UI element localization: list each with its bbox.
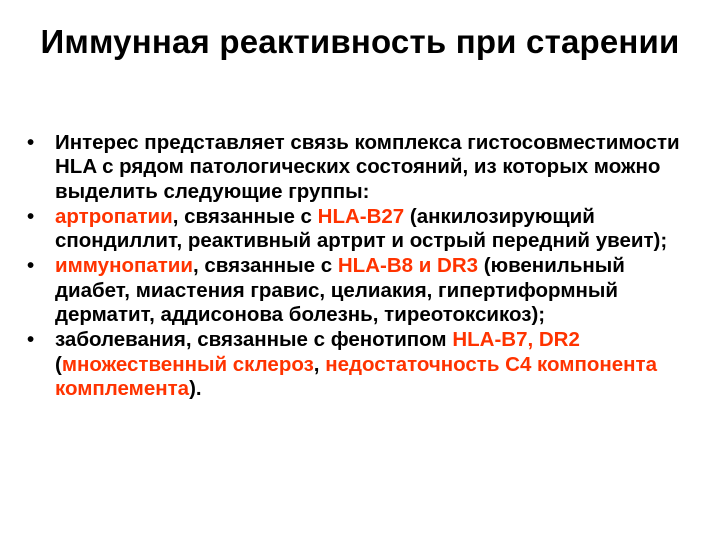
text-segment: , связанные с: [193, 254, 338, 278]
bullet-marker: •: [27, 328, 35, 352]
highlighted-term: HLA-B8 и DR3: [337, 254, 479, 278]
highlighted-term: недостаточность С4 компонента комплемента: [55, 352, 657, 400]
bullet-list: [22, 131, 702, 402]
highlighted-term: множественный склероз: [61, 352, 314, 376]
highlighted-term: HLA-B27: [317, 204, 405, 228]
bullet-item: [22, 205, 702, 254]
highlighted-term: иммунопатии: [55, 254, 193, 278]
bullet-text: [55, 131, 680, 203]
bullet-text: [55, 254, 625, 326]
bullet-marker: •: [27, 254, 35, 278]
bullet-item: [22, 131, 702, 204]
text-segment: , связанные с: [172, 204, 318, 228]
text-segment: (анкилозирующий спондиллит, реактивный артрит и острый передний увеит);: [55, 204, 668, 253]
text-segment: (: [55, 352, 62, 376]
highlighted-term: артропатии: [55, 204, 173, 228]
slide-title: Иммунная реактивность при старении: [40, 23, 680, 60]
bullet-marker: •: [27, 131, 35, 154]
text-segment: ).: [189, 376, 202, 400]
bullet-text: [55, 205, 667, 252]
text-segment: заболевания, связанные с фенотипом: [55, 328, 453, 352]
highlighted-term: HLA-B7, DR2: [452, 328, 580, 352]
text-segment: (ювенильный диабет, миастения гравис, целиакия, гипертиформный дерматит, аддисонова болезнь, тиреотоксикоз);: [55, 254, 625, 327]
bullet-item: [22, 254, 702, 327]
bullet-text: [55, 328, 657, 400]
text-segment: Интерес представляет связь комплекса гистосовместимости HLA с рядом патологических состояний, из которых можно выделить следующие группы:: [55, 131, 680, 203]
bullet-item: [22, 328, 702, 401]
bullet-marker: •: [27, 204, 35, 228]
text-segment: ,: [313, 352, 326, 376]
